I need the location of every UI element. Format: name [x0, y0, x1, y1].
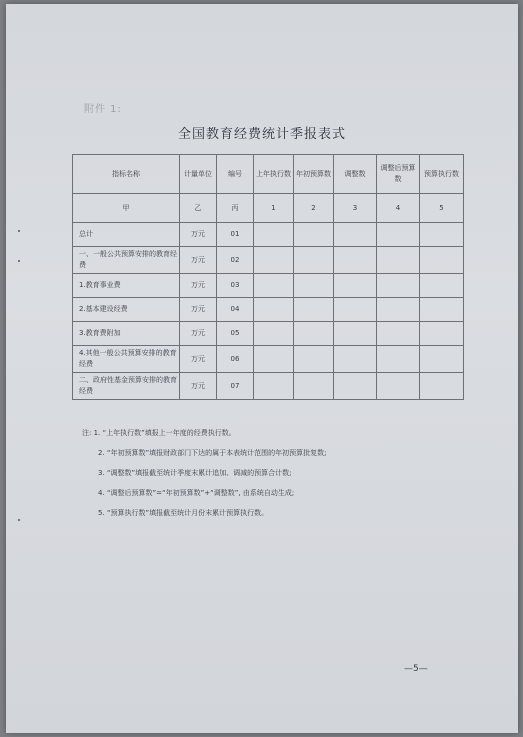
row-code: 02 — [217, 247, 254, 274]
value-cell — [420, 274, 464, 298]
header-cell: 调整数 — [334, 155, 377, 194]
row-code: 05 — [217, 322, 254, 346]
value-cell — [334, 346, 377, 373]
value-cell — [254, 322, 294, 346]
value-cell — [334, 274, 377, 298]
header-cell: 调整后预算数 — [377, 155, 420, 194]
value-cell — [254, 346, 294, 373]
index-cell: 2 — [294, 194, 334, 223]
value-cell — [334, 298, 377, 322]
value-cell — [420, 247, 464, 274]
binding-hole-mark — [18, 260, 20, 262]
binding-hole-mark — [18, 230, 20, 232]
page-number: —5— — [404, 664, 428, 674]
row-unit: 万元 — [180, 346, 217, 373]
value-cell — [334, 247, 377, 274]
row-unit: 万元 — [180, 298, 217, 322]
table-row — [73, 274, 464, 298]
value-cell — [377, 346, 420, 373]
row-unit: 万元 — [180, 322, 217, 346]
table-row — [73, 223, 464, 247]
row-unit: 万元 — [180, 274, 217, 298]
value-cell — [377, 247, 420, 274]
table-index-row — [73, 194, 464, 223]
row-name: 3.教育费附加 — [73, 322, 180, 346]
row-unit: 万元 — [180, 373, 217, 400]
index-cell: 1 — [254, 194, 294, 223]
value-cell — [294, 346, 334, 373]
table-row — [73, 322, 464, 346]
page-title: 全国教育经费统计季报表式 — [177, 127, 346, 142]
value-cell — [294, 373, 334, 400]
table-header-row — [73, 155, 464, 194]
row-code: 03 — [217, 274, 254, 298]
value-cell — [334, 223, 377, 247]
note-line: 注: 1. “上年执行数”填报上一年度的经费执行数。 — [82, 429, 236, 437]
row-code: 04 — [217, 298, 254, 322]
attachment-label: 附件 1: — [84, 104, 122, 115]
row-name: 4.其他一般公共预算安排的教育经费 — [73, 346, 180, 373]
row-name: 一、一般公共预算安排的教育经费 — [73, 247, 180, 274]
header-cell: 编号 — [217, 155, 254, 194]
row-code: 07 — [217, 373, 254, 400]
notes-section — [82, 423, 482, 523]
table-row — [73, 247, 464, 274]
value-cell — [254, 373, 294, 400]
index-cell: 4 — [377, 194, 420, 223]
value-cell — [377, 298, 420, 322]
table-row — [73, 373, 464, 400]
note-line: 3. “调整数”填报截至统计季度末累计追加、调减的预算合计数; — [98, 469, 292, 477]
row-unit: 万元 — [180, 247, 217, 274]
value-cell — [294, 322, 334, 346]
header-cell: 年初预算数 — [294, 155, 334, 194]
value-cell — [377, 373, 420, 400]
index-cell: 甲 — [73, 194, 180, 223]
value-cell — [377, 322, 420, 346]
header-cell: 计量单位 — [180, 155, 217, 194]
value-cell — [420, 373, 464, 400]
value-cell — [294, 223, 334, 247]
document-page — [6, 4, 518, 733]
table-row — [73, 346, 464, 373]
value-cell — [377, 274, 420, 298]
value-cell — [377, 223, 420, 247]
value-cell — [334, 322, 377, 346]
value-cell — [334, 373, 377, 400]
header-cell: 预算执行数 — [420, 155, 464, 194]
value-cell — [294, 247, 334, 274]
row-name: 二、政府性基金预算安排的教育经费 — [73, 373, 180, 400]
row-name: 1.教育事业费 — [73, 274, 180, 298]
index-cell: 丙 — [217, 194, 254, 223]
index-cell: 5 — [420, 194, 464, 223]
index-cell: 3 — [334, 194, 377, 223]
value-cell — [294, 298, 334, 322]
value-cell — [420, 346, 464, 373]
header-cell: 指标名称 — [73, 155, 180, 194]
row-name: 总计 — [73, 223, 180, 247]
value-cell — [420, 322, 464, 346]
row-code: 01 — [217, 223, 254, 247]
value-cell — [254, 223, 294, 247]
value-cell — [294, 274, 334, 298]
row-code: 06 — [217, 346, 254, 373]
value-cell — [254, 274, 294, 298]
index-cell: 乙 — [180, 194, 217, 223]
header-cell: 上年执行数 — [254, 155, 294, 194]
note-line: 2. “年初预算数”填报财政部门下达的属于本表统计范围的年初预算批复数; — [98, 449, 327, 457]
value-cell — [420, 298, 464, 322]
value-cell — [420, 223, 464, 247]
value-cell — [254, 247, 294, 274]
statistics-table — [72, 154, 464, 400]
value-cell — [254, 298, 294, 322]
table-row — [73, 298, 464, 322]
row-name: 2.基本建设经费 — [73, 298, 180, 322]
note-line: 5. “预算执行数”填报截至统计月份末累计预算执行数。 — [98, 509, 269, 517]
binding-hole-mark — [18, 519, 20, 521]
row-unit: 万元 — [180, 223, 217, 247]
note-line: 4. “调整后预算数”=“年初预算数”+“调整数”, 由系统自动生成; — [98, 489, 295, 497]
